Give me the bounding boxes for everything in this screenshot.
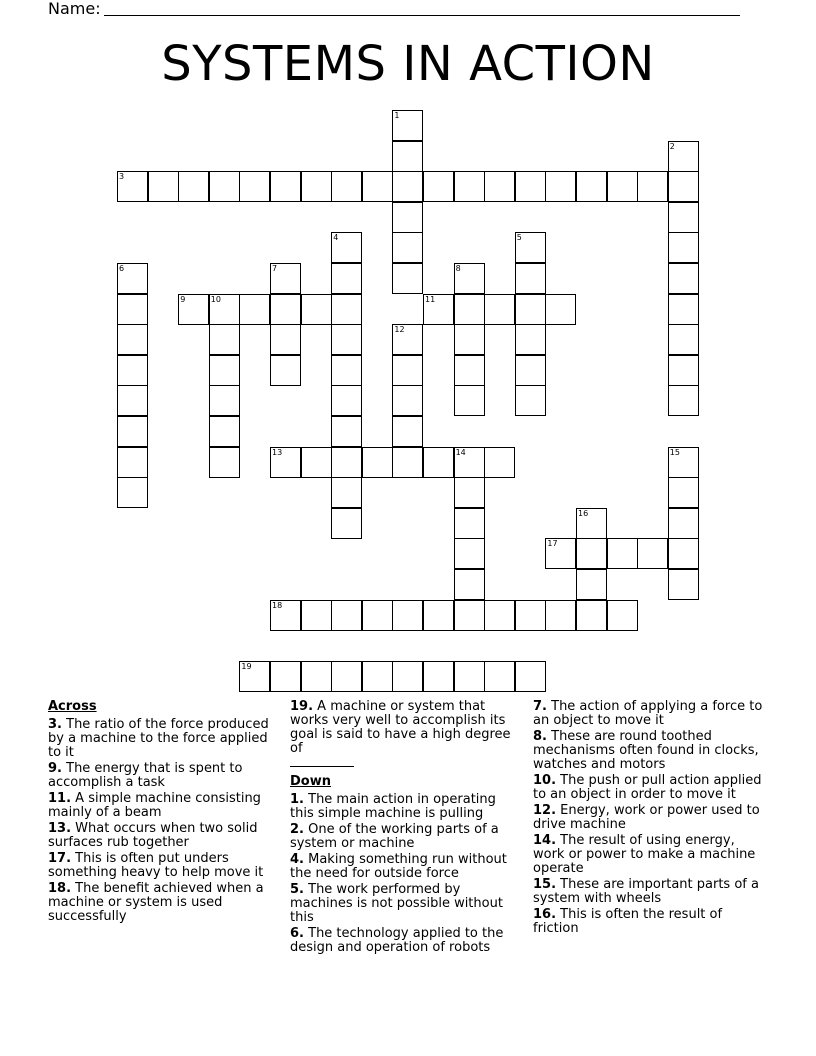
grid-cell[interactable]	[209, 355, 240, 386]
grid-cell[interactable]	[270, 600, 301, 631]
grid-cell[interactable]	[117, 263, 148, 294]
answer-blank	[290, 756, 354, 767]
grid-cell[interactable]	[668, 355, 699, 386]
grid-cell[interactable]	[454, 324, 485, 355]
grid-cell[interactable]	[607, 600, 638, 631]
down-clue-16: 16. This is often the result of friction	[533, 907, 723, 936]
across-heading: Across	[48, 699, 97, 714]
grid-cell[interactable]	[454, 385, 485, 416]
grid-cell[interactable]	[209, 294, 240, 325]
grid-cell[interactable]	[392, 385, 423, 416]
down-clue-1: 1. The main action in operating this simple machine is pulling	[290, 792, 496, 821]
across-clue-17: 17. This is often put unders something heavy to help move it	[48, 851, 264, 880]
clue-number: 14	[455, 447, 466, 457]
grid-cell[interactable]	[362, 171, 393, 202]
down-clue-14: 14. The result of using energy, work or power to make a machine operate	[533, 833, 756, 876]
grid-cell[interactable]	[209, 171, 240, 202]
grid-cell[interactable]	[392, 416, 423, 447]
grid-cell[interactable]	[117, 385, 148, 416]
down-clue-5: 5. The work performed by machines is not possible without this	[290, 882, 503, 925]
grid-cell[interactable]	[239, 294, 270, 325]
name-label: Name:	[48, 0, 101, 18]
grid-cell[interactable]	[301, 171, 332, 202]
grid-cell[interactable]	[362, 600, 393, 631]
grid-cell[interactable]	[392, 232, 423, 263]
clue-number: 4	[333, 233, 339, 243]
clue-number: 15	[669, 447, 680, 457]
clue-number: 11	[425, 294, 436, 304]
grid-cell[interactable]	[392, 324, 423, 355]
grid-cell[interactable]	[454, 600, 485, 631]
grid-cell[interactable]	[239, 171, 270, 202]
grid-cell[interactable]	[668, 294, 699, 325]
grid-cell[interactable]	[454, 569, 485, 600]
grid-cell[interactable]	[637, 171, 668, 202]
clue-number: 2	[669, 141, 675, 151]
grid-cell[interactable]	[331, 171, 362, 202]
grid-cell[interactable]	[668, 171, 699, 202]
grid-cell[interactable]	[392, 661, 423, 692]
grid-cell[interactable]	[545, 600, 576, 631]
grid-cell[interactable]	[668, 508, 699, 539]
across-clue-19: 19. A machine or system that works very well to accomplish its goal is said to have a high degree of	[290, 700, 520, 771]
clue-number: 13	[272, 447, 283, 457]
clue-column-1	[48, 700, 278, 926]
grid-cell[interactable]	[117, 355, 148, 386]
grid-cell[interactable]	[454, 447, 485, 478]
clue-number: 18	[272, 600, 283, 610]
grid-cell[interactable]	[178, 171, 209, 202]
grid-cell[interactable]	[484, 661, 515, 692]
down-clue-2: 2. One of the working parts of a system or machine	[290, 822, 499, 851]
grid-cell[interactable]	[239, 661, 270, 692]
grid-cell[interactable]	[392, 355, 423, 386]
grid-cell[interactable]	[484, 447, 515, 478]
grid-cell[interactable]	[668, 324, 699, 355]
down-clue-15: 15. These are important parts of a system with wheels	[533, 877, 759, 906]
grid-cell[interactable]	[576, 600, 607, 631]
grid-cell[interactable]	[515, 355, 546, 386]
grid-cell[interactable]	[331, 477, 362, 508]
down-clue-6: 6. The technology applied to the design and operation of robots	[290, 926, 504, 955]
grid-cell[interactable]	[270, 355, 301, 386]
grid-cell[interactable]	[607, 171, 638, 202]
across-clue-9: 9. The energy that is spent to accomplish a task	[48, 761, 243, 790]
grid-cell[interactable]	[392, 600, 423, 631]
grid-cell[interactable]	[392, 202, 423, 233]
grid-cell[interactable]	[331, 385, 362, 416]
grid-cell[interactable]	[392, 263, 423, 294]
grid-cell[interactable]	[270, 263, 301, 294]
grid-cell[interactable]	[423, 661, 454, 692]
clue-number: 9	[180, 294, 186, 304]
clue-number: 5	[516, 233, 522, 243]
grid-cell[interactable]	[362, 447, 393, 478]
page-title: SYSTEMS IN ACTION	[161, 36, 655, 92]
down-clue-4: 4. Making something run without the need for outside force	[290, 852, 507, 881]
grid-cell[interactable]	[576, 508, 607, 539]
clue-number: 1	[394, 111, 400, 120]
grid-cell[interactable]	[331, 263, 362, 294]
grid-cell[interactable]	[392, 141, 423, 172]
across-clue-3: 3. The ratio of the force produced by a machine to the force applied to it	[48, 717, 269, 760]
grid-cell[interactable]	[515, 232, 546, 263]
grid-cell[interactable]	[545, 294, 576, 325]
grid-cell[interactable]	[515, 171, 546, 202]
grid-cell[interactable]	[270, 294, 301, 325]
grid-cell[interactable]	[331, 508, 362, 539]
down-clue-12: 12. Energy, work or power used to drive machine	[533, 803, 760, 832]
grid-cell[interactable]	[331, 232, 362, 263]
down-clue-10: 10. The push or pull action applied to an object in order to move it	[533, 773, 762, 802]
clue-number: 17	[547, 539, 558, 549]
grid-cell[interactable]	[454, 538, 485, 569]
grid-cell[interactable]	[545, 538, 576, 569]
grid-cell[interactable]	[668, 447, 699, 478]
grid-cell[interactable]	[576, 171, 607, 202]
grid-cell[interactable]	[545, 171, 576, 202]
grid-cell[interactable]	[668, 385, 699, 416]
down-heading: Down	[290, 774, 331, 789]
grid-cell[interactable]	[117, 324, 148, 355]
grid-cell[interactable]	[515, 661, 546, 692]
grid-cell[interactable]	[178, 294, 209, 325]
grid-cell[interactable]	[637, 538, 668, 569]
grid-cell[interactable]	[454, 661, 485, 692]
grid-cell[interactable]	[668, 263, 699, 294]
grid-cell[interactable]	[209, 324, 240, 355]
grid-cell[interactable]	[270, 324, 301, 355]
grid-cell[interactable]	[668, 141, 699, 172]
grid-cell[interactable]	[515, 600, 546, 631]
across-clue-18: 18. The benefit achieved when a machine or system is used successfully	[48, 881, 264, 924]
grid-cell[interactable]	[454, 263, 485, 294]
clue-number: 3	[119, 172, 125, 182]
down-clue-7: 7. The action of applying a force to an object to move it	[533, 699, 763, 728]
grid-cell[interactable]	[331, 324, 362, 355]
clue-number: 12	[394, 325, 405, 335]
grid-cell[interactable]	[301, 294, 332, 325]
grid-cell[interactable]	[484, 294, 515, 325]
grid-cell[interactable]	[576, 569, 607, 600]
across-clue-11: 11. A simple machine consisting mainly of a beam	[48, 791, 261, 820]
grid-cell[interactable]	[423, 447, 454, 478]
grid-cell[interactable]	[576, 538, 607, 569]
clue-number: 19	[241, 661, 252, 671]
grid-cell[interactable]	[301, 600, 332, 631]
grid-cell[interactable]	[117, 171, 148, 202]
grid-cell[interactable]	[270, 661, 301, 692]
clue-number: 6	[119, 264, 125, 273]
grid-cell[interactable]	[392, 447, 423, 478]
grid-cell[interactable]	[515, 263, 546, 294]
grid-cell[interactable]	[484, 600, 515, 631]
clue-number: 16	[578, 508, 589, 518]
grid-cell[interactable]	[515, 324, 546, 355]
grid-cell[interactable]	[209, 385, 240, 416]
grid-cell[interactable]	[423, 294, 454, 325]
grid-cell[interactable]	[668, 477, 699, 508]
grid-cell[interactable]	[209, 416, 240, 447]
grid-cell[interactable]	[668, 569, 699, 600]
grid-cell[interactable]	[454, 171, 485, 202]
grid-cell[interactable]	[117, 416, 148, 447]
grid-cell[interactable]	[515, 294, 546, 325]
grid-cell[interactable]	[117, 294, 148, 325]
grid-cell[interactable]	[301, 447, 332, 478]
grid-cell[interactable]	[270, 447, 301, 478]
grid-cell[interactable]	[515, 385, 546, 416]
grid-cell[interactable]	[331, 416, 362, 447]
grid-cell[interactable]	[454, 355, 485, 386]
grid-cell[interactable]	[423, 171, 454, 202]
grid-cell[interactable]	[331, 600, 362, 631]
grid-cell[interactable]	[607, 538, 638, 569]
across-clue-13: 13. What occurs when two solid surfaces rub together	[48, 821, 258, 850]
grid-cell[interactable]	[668, 538, 699, 569]
clue-column-3	[533, 700, 763, 938]
grid-cell[interactable]	[301, 661, 332, 692]
clue-number: 10	[210, 294, 221, 304]
grid-cell[interactable]	[392, 110, 423, 141]
grid-cell[interactable]	[668, 202, 699, 233]
grid-cell[interactable]	[270, 171, 301, 202]
grid-cell[interactable]	[362, 661, 393, 692]
grid-cell[interactable]	[484, 171, 515, 202]
clue-column-2	[290, 700, 520, 957]
grid-cell[interactable]	[668, 232, 699, 263]
clue-number: 7	[272, 264, 278, 273]
grid-cell[interactable]	[392, 171, 423, 202]
grid-cell[interactable]	[454, 477, 485, 508]
grid-cell[interactable]	[454, 294, 485, 325]
grid-cell[interactable]	[331, 294, 362, 325]
grid-cell[interactable]	[423, 600, 454, 631]
grid-cell[interactable]	[148, 171, 179, 202]
grid-cell[interactable]	[331, 661, 362, 692]
grid-cell[interactable]	[331, 355, 362, 386]
grid-cell[interactable]	[331, 447, 362, 478]
grid-cell[interactable]	[454, 508, 485, 539]
grid-cell[interactable]	[209, 447, 240, 478]
grid-cell[interactable]	[117, 477, 148, 508]
grid-cell[interactable]	[117, 447, 148, 478]
down-clue-8: 8. These are round toothed mechanisms often found in clocks, watches and motors	[533, 729, 759, 772]
clue-number: 8	[455, 264, 461, 273]
